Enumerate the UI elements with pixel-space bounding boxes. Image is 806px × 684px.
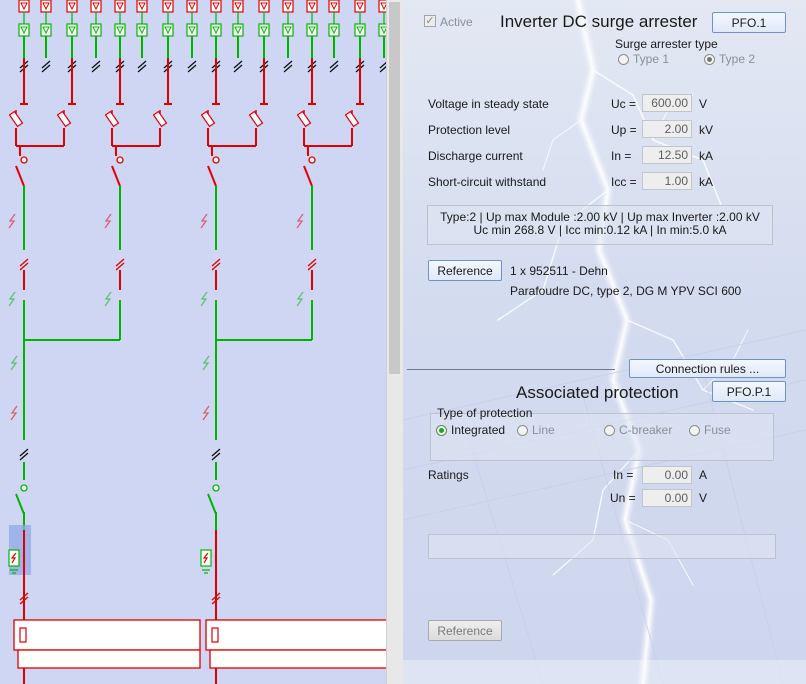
switch-contact	[21, 485, 27, 491]
summary-line-1: Type:2 | Up max Module :2.00 kV | Up max Inverter :2.00 kV	[440, 210, 760, 224]
cable-slash	[188, 65, 196, 72]
pv-module-symbol	[259, 24, 269, 36]
radio-type2[interactable]	[704, 54, 715, 65]
param-uc-symbol: Uc =	[611, 97, 637, 111]
cable-slash	[20, 259, 28, 266]
section-divider	[407, 369, 615, 370]
diagram-canvas[interactable]	[0, 0, 386, 684]
radio-integrated-label: Integrated	[451, 423, 506, 437]
associated-protection-title: Associated protection	[516, 383, 679, 402]
inverter-block	[206, 620, 386, 650]
fuse-symbol	[58, 112, 71, 127]
cable-slash	[138, 61, 146, 68]
pv-module-symbol	[91, 0, 101, 12]
inverter-fuse	[20, 628, 26, 642]
switch-contact	[213, 485, 219, 491]
cable-slash	[92, 65, 100, 72]
fuse-symbol	[202, 112, 215, 127]
cable-slash	[284, 65, 292, 72]
pv-module-symbol	[355, 0, 365, 12]
switch-blade	[16, 494, 24, 514]
switch-contact	[309, 157, 315, 163]
switch-contact	[21, 157, 27, 163]
surge-symbol	[203, 406, 209, 420]
cable-slash	[20, 453, 28, 460]
pv-module-symbol	[283, 0, 293, 12]
surge-symbol	[11, 356, 17, 370]
switch-blade	[304, 166, 312, 186]
active-checkbox[interactable]: ✓	[425, 15, 435, 27]
inverter-block	[14, 620, 200, 650]
cable-slash	[234, 61, 242, 68]
pv-module-symbol	[233, 24, 243, 36]
pv-module-symbol	[137, 0, 147, 12]
pv-module-symbol	[41, 24, 51, 36]
reference-line-1: 1 x 952511 - Dehn	[510, 264, 608, 278]
pv-module-symbol	[91, 24, 101, 36]
panel-footer	[403, 660, 806, 684]
summary-line-2: Uc min 268.8 V | Icc min:0.12 kA | In min:5.0 kA	[473, 223, 727, 237]
cable-slash	[212, 449, 220, 456]
cable-slash	[330, 65, 338, 72]
diagram-vertical-scrollbar[interactable]	[386, 0, 403, 684]
pv-module-symbol	[283, 24, 293, 36]
pv-module-symbol	[115, 24, 125, 36]
radio-fuse-label: Fuse	[704, 423, 731, 437]
fuse-symbol	[106, 112, 119, 127]
rating-un-symbol: Un =	[610, 491, 636, 505]
param-in-input[interactable]: 12.50	[642, 146, 692, 164]
cable-slash	[212, 259, 220, 266]
pv-module-symbol	[163, 24, 173, 36]
pv-module-symbol	[41, 0, 51, 12]
switch-blade	[208, 166, 216, 186]
surge-type-label: Surge arrester type	[615, 37, 718, 51]
radio-line[interactable]	[517, 425, 528, 436]
cable-slash	[42, 61, 50, 68]
associated-reference-button[interactable]: Reference	[428, 620, 502, 641]
surge-symbol	[297, 292, 303, 306]
param-up-unit: kV	[699, 123, 714, 137]
component-code-button[interactable]: PFO.1	[712, 12, 786, 33]
fuse-symbol	[346, 112, 359, 127]
surge-symbol	[9, 214, 15, 228]
protection-type-label: Type of protection	[437, 406, 533, 420]
scrollbar-thumb[interactable]	[389, 2, 400, 374]
surge-symbol	[201, 292, 207, 306]
pv-module-symbol	[233, 0, 243, 12]
cable-slash	[330, 61, 338, 68]
pv-module-symbol	[67, 24, 77, 36]
rating-in-symbol: In =	[613, 468, 634, 482]
param-icc-input[interactable]: 1.00	[642, 172, 692, 190]
param-uc-label: Voltage in steady state	[428, 97, 549, 111]
pv-module-symbol	[329, 0, 339, 12]
pv-module-symbol	[307, 24, 317, 36]
pv-module-symbol	[259, 0, 269, 12]
param-uc-unit: V	[699, 97, 708, 111]
fuse-symbol	[154, 112, 167, 127]
radio-integrated[interactable]	[436, 425, 447, 436]
single-line-diagram[interactable]	[0, 0, 386, 684]
pv-module-symbol	[307, 0, 317, 12]
cable-slash	[116, 263, 124, 270]
radio-type1[interactable]	[618, 54, 629, 65]
cable-slash	[188, 61, 196, 68]
surge-symbol	[105, 214, 111, 228]
pv-module-symbol	[211, 0, 221, 12]
pv-module-symbol	[115, 0, 125, 12]
rating-un-input[interactable]: 0.00	[642, 489, 692, 507]
param-icc-unit: kA	[699, 175, 714, 189]
cable-slash	[116, 259, 124, 266]
param-up-label: Protection level	[428, 123, 511, 137]
pv-module-symbol	[355, 24, 365, 36]
param-in-unit: kA	[699, 149, 714, 163]
cable-slash	[20, 263, 28, 270]
reference-line-2: Parafoudre DC, type 2, DG M YPV SCI 600	[510, 284, 742, 298]
radio-c-breaker[interactable]	[604, 425, 615, 436]
pv-module-symbol	[379, 24, 386, 36]
radio-line-label: Line	[532, 423, 555, 437]
reference-button[interactable]: Reference	[428, 260, 502, 281]
surge-symbol	[105, 292, 111, 306]
summary-box	[427, 205, 773, 245]
fuse-symbol	[10, 112, 23, 127]
connection-rules-button[interactable]: Connection rules ...	[629, 359, 786, 378]
protection-type-group	[430, 413, 774, 461]
cable-slash	[212, 453, 220, 460]
associated-summary-box	[428, 534, 776, 559]
param-in-label: Discharge current	[428, 149, 523, 163]
fuse-symbol	[250, 112, 263, 127]
ratings-label: Ratings	[428, 468, 469, 482]
rating-un-unit: V	[699, 491, 708, 505]
pv-module-symbol	[67, 0, 77, 12]
param-up-input[interactable]: 2.00	[642, 120, 692, 138]
pv-module-symbol	[19, 24, 29, 36]
cable-slash	[308, 263, 316, 270]
panel-title: Inverter DC surge arrester	[500, 12, 698, 31]
rating-in-unit: A	[699, 468, 708, 482]
pv-module-symbol	[137, 24, 147, 36]
pv-module-symbol	[187, 0, 197, 12]
radio-fuse[interactable]	[689, 425, 700, 436]
switch-blade	[112, 166, 120, 186]
param-in-symbol: In =	[611, 149, 632, 163]
pv-module-symbol	[329, 24, 339, 36]
param-icc-label: Short-circuit withstand	[428, 175, 547, 189]
fuse-symbol	[298, 112, 311, 127]
pv-module-symbol	[19, 0, 29, 12]
cable-slash	[92, 61, 100, 68]
switch-contact	[213, 157, 219, 163]
cable-slash	[42, 65, 50, 72]
radio-c-breaker-label: C-breaker	[619, 423, 673, 437]
surge-symbol	[9, 292, 15, 306]
pv-module-symbol	[211, 24, 221, 36]
cable-slash	[138, 65, 146, 72]
radio-type1-label: Type 1	[633, 52, 670, 66]
inverter-base	[210, 650, 386, 668]
pv-module-symbol	[379, 0, 386, 12]
surge-symbol	[203, 356, 209, 370]
inverter-fuse	[212, 628, 218, 642]
surge-symbol	[201, 214, 207, 228]
param-up-symbol: Up =	[611, 123, 637, 137]
inverter-base	[18, 650, 200, 668]
pv-module-symbol	[187, 24, 197, 36]
pv-module-symbol	[163, 0, 173, 12]
switch-blade	[16, 166, 24, 186]
cable-slash	[20, 449, 28, 456]
cable-slash	[284, 61, 292, 68]
properties-panel	[403, 0, 806, 684]
surge-symbol	[297, 214, 303, 228]
cable-slash	[212, 263, 220, 270]
param-uc-input[interactable]: 600.00	[642, 94, 692, 112]
switch-contact	[117, 157, 123, 163]
associated-code-button[interactable]: PFO.P.1	[712, 381, 786, 402]
active-label: Active	[440, 15, 473, 29]
switch-blade	[208, 494, 216, 514]
param-icc-symbol: Icc =	[611, 175, 637, 189]
cable-slash	[308, 259, 316, 266]
radio-type2-label: Type 2	[719, 52, 756, 66]
rating-in-input[interactable]: 0.00	[642, 466, 692, 484]
surge-symbol	[11, 406, 17, 420]
cable-slash	[234, 65, 242, 72]
